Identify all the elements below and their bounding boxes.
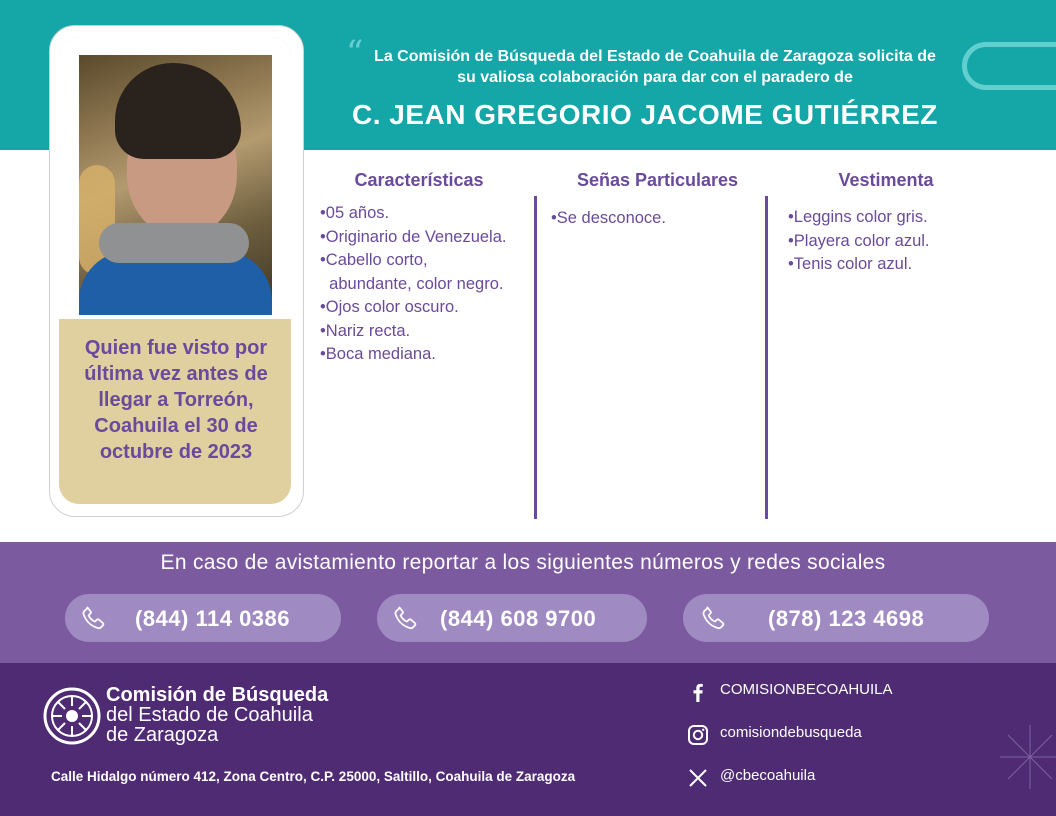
last-seen-line: Coahuila el 30 de [94,415,258,437]
last-seen-line: llegar a Torreón, [98,389,254,411]
last-seen-line: Quien fue visto por [84,337,268,359]
phone-number: (844) 114 0386 [135,606,291,631]
org-name-line: Comisión de Búsqueda [106,684,329,706]
vestimenta-list [788,206,930,277]
phone-contact-1[interactable] [65,594,341,642]
senas-title: Señas Particulares [576,170,739,190]
address: Calle Hidalgo número 412, Zona Centro, C.P. 25000, Saltillo, Coahuila de Zaragoza [51,769,576,784]
phone-contact-3[interactable] [683,594,989,642]
facebook-handle[interactable]: COMISIONBECOAHUILA [720,681,893,698]
phone-number: (878) 123 4698 [768,606,925,631]
report-instructions: En caso de avistamiento reportar a los siguientes números y redes sociales [160,551,886,574]
vestimenta-title: Vestimenta [838,170,934,190]
organization-name [106,685,328,745]
list-item: •Ojos color oscuro. [320,298,459,316]
phone-contact-2[interactable] [377,594,647,642]
person-photo [79,55,272,315]
phone-icon [699,603,729,633]
list-item: •Tenis color azul. [788,255,913,273]
list-item: •05 años. [320,204,390,222]
phone-icon [391,603,421,633]
header-subtitle [350,46,960,88]
org-name-line: de Zaragoza [106,724,219,746]
column-divider [534,196,537,519]
person-name: C. JEAN GREGORIO JACOME GUTIÉRREZ [352,99,938,130]
x-icon[interactable] [687,767,709,789]
sparkle-icon [1000,725,1056,789]
column-divider [765,196,768,519]
x-handle[interactable]: @cbecoahuila [720,767,816,784]
list-item: abundante, color negro. [320,274,504,293]
org-name-line: del Estado de Coahuila [106,704,313,726]
phone-number: (844) 608 9700 [440,606,597,631]
instagram-icon[interactable] [687,724,709,746]
header-subtitle-line1: La Comisión de Búsqueda del Estado de Coahuila de Zaragoza solicita de [374,48,936,65]
decorative-loop [962,42,1056,90]
photo-scarf [99,223,249,263]
list-item: •Nariz recta. [320,321,411,340]
last-seen-text [71,335,281,465]
last-seen-line: última vez antes de [84,363,268,385]
quote-mark-icon: “ [346,33,364,73]
photo-hair [115,63,241,159]
list-item: •Playera color azul. [788,231,930,250]
senas-list [551,207,666,231]
caracteristicas-list [320,202,506,367]
list-item: •Leggins color gris. [788,208,928,226]
list-item: •Cabello corto, [320,251,428,269]
header-subtitle-line2: su valiosa colaboración para dar con el paradero de [457,69,853,86]
last-seen-line: octubre de 2023 [99,441,253,463]
list-item: •Originario de Venezuela. [320,227,507,246]
list-item: •Boca mediana. [320,345,436,363]
commission-logo-icon [43,687,101,745]
caracteristicas-title: Características [354,170,484,190]
instagram-handle[interactable]: comisiondebusqueda [720,724,862,741]
facebook-icon[interactable] [687,681,709,703]
list-item: •Se desconoce. [551,209,666,227]
phone-icon [79,603,109,633]
